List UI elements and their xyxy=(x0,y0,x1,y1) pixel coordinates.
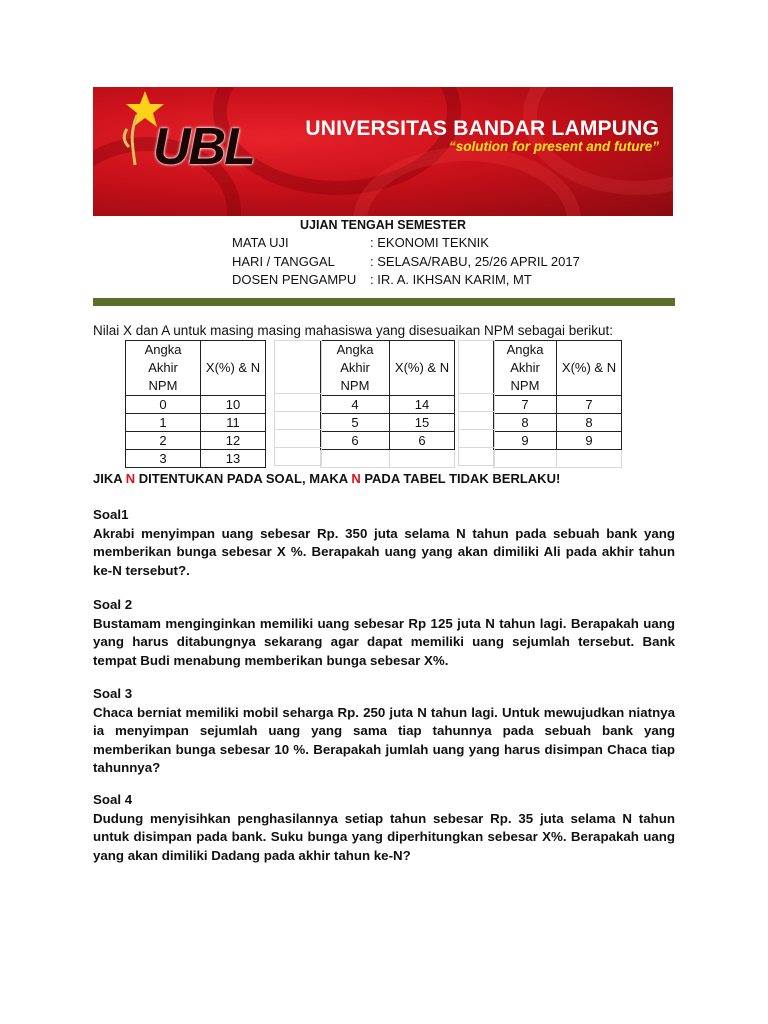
x-n-cell: 9 xyxy=(557,432,622,450)
npm-digit-cell: 5 xyxy=(321,414,390,432)
header-npm-line: NPM xyxy=(510,378,540,393)
exam-title: UJIAN TENGAH SEMESTER xyxy=(300,218,466,232)
header-npm xyxy=(126,341,201,396)
table-row xyxy=(126,432,266,450)
question-title: Soal 2 xyxy=(93,597,133,612)
x-n-cell: 6 xyxy=(390,432,455,450)
table-row xyxy=(321,432,455,450)
x-n-cell: 14 xyxy=(390,396,455,414)
question-text: Akrabi menyimpan uang sebesar Rp. 350 juta selama N tahun pada sebuah bank yang memberikan bunga sebesar X %. Berapakah uang yang akan dimiliki Ali pada akhir tahun ke-N tersebut?. xyxy=(93,525,675,578)
npm-digit-cell: 1 xyxy=(126,414,201,432)
meta-label: HARI / TANGGAL xyxy=(232,254,335,269)
table-gap-grid xyxy=(274,340,322,466)
npm-digit-cell: 9 xyxy=(494,432,557,450)
meta-label: DOSEN PENGAMPU xyxy=(232,272,357,287)
question-title: Soal1 xyxy=(93,507,129,522)
gap-cell xyxy=(459,430,495,448)
divider-bar xyxy=(93,298,675,306)
header-npm-line: Angka xyxy=(336,342,374,357)
university-name: UNIVERSITAS BANDAR LAMPUNG xyxy=(305,117,659,140)
empty-cell xyxy=(321,450,390,468)
header-npm-line: Angka xyxy=(506,342,544,357)
ubl-logo: UBL xyxy=(153,118,254,176)
table-row xyxy=(126,396,266,414)
gap-cell xyxy=(459,412,495,430)
meta-value: : IR. A. IKHSAN KARIM, MT xyxy=(370,272,532,287)
gap-cell xyxy=(275,394,322,412)
gap-cell xyxy=(459,448,495,466)
warning-part: DITENTUKAN PADA SOAL, MAKA xyxy=(135,471,352,486)
empty-cell xyxy=(494,450,557,468)
table-row xyxy=(494,432,622,450)
question-text: Dudung menyisihkan penghasilannya setiap tahun sebesar Rp. 35 juta selama N tahun untuk disimpan pada bank. Suku bunga yang diperhitungkan sebesar X%. Berapakah uang yang akan dimiliki Dadang pada akhir tahun ke-N? xyxy=(93,810,675,863)
header-npm-line: Akhir xyxy=(510,360,540,375)
question-3 xyxy=(93,685,675,778)
table-row xyxy=(321,414,455,432)
gap-cell xyxy=(275,430,322,448)
npm-digit-cell: 2 xyxy=(126,432,201,450)
table-row xyxy=(321,450,455,468)
university-tagline: “solution for present and future” xyxy=(448,139,659,154)
warning-n: N xyxy=(351,471,361,486)
gap-cell xyxy=(459,341,495,394)
meta-label: MATA UJI xyxy=(232,235,289,250)
question-4 xyxy=(93,791,675,865)
meta-value: : EKONOMI TEKNIK xyxy=(370,235,489,250)
npm-digit-cell: 6 xyxy=(321,432,390,450)
table-gap-grid xyxy=(458,340,495,466)
header-x-n: X(%) & N xyxy=(390,341,455,396)
header-npm xyxy=(321,341,390,396)
table-row xyxy=(494,414,622,432)
question-text: Chaca berniat memiliki mobil seharga Rp. 250 juta N tahun lagi. Untuk mewujudkan niatnya ia menyimpan sejumlah uang yang sama tiap tahunnya pada sebuah bank yang memberikan bunga sebesar 10 %. Berapakah jumlah uang yang harus disimpan Chaca tiap tahunnya? xyxy=(93,704,675,775)
warning-part: JIKA xyxy=(93,471,126,486)
header-npm-line: NPM xyxy=(148,378,178,393)
meta-value: : SELASA/RABU, 25/26 APRIL 2017 xyxy=(370,254,580,269)
question-title: Soal 4 xyxy=(93,792,133,807)
header-npm-line: Angka xyxy=(144,342,182,357)
table-row xyxy=(126,450,266,468)
npm-digit-cell: 7 xyxy=(494,396,557,414)
warning-text xyxy=(93,471,560,486)
x-n-cell: 11 xyxy=(201,414,266,432)
empty-cell xyxy=(557,450,622,468)
x-n-cell: 15 xyxy=(390,414,455,432)
question-text: Bustamam menginginkan memiliki uang sebesar Rp 125 juta N tahun lagi. Berapakah uang yang harus ditabungnya sekarang agar dapat memiliki uang sejumlah tersebut. Bank tempat Budi menabung memberikan bunga sebesar X%. xyxy=(93,615,675,668)
gap-cell xyxy=(275,448,322,466)
question-1 xyxy=(93,506,675,580)
intro-text: Nilai X dan A untuk masing masing mahasiswa yang disesuaikan NPM sebagai berikut: xyxy=(93,323,614,338)
header-npm xyxy=(494,341,557,396)
question-2 xyxy=(93,596,675,670)
x-n-cell: 13 xyxy=(201,450,266,468)
warning-part: PADA TABEL TIDAK BERLAKU! xyxy=(360,471,561,486)
header-npm-line: Akhir xyxy=(148,360,178,375)
npm-digit-cell: 0 xyxy=(126,396,201,414)
npm-table-1 xyxy=(125,340,266,468)
npm-digit-cell: 4 xyxy=(321,396,390,414)
wheat-logo-icon xyxy=(115,107,155,167)
x-n-cell: 8 xyxy=(557,414,622,432)
warning-n: N xyxy=(125,471,136,486)
university-banner xyxy=(93,87,673,216)
header-x-n: X(%) & N xyxy=(557,341,622,396)
empty-cell xyxy=(390,450,455,468)
header-x-n: X(%) & N xyxy=(201,341,266,396)
gap-cell xyxy=(459,394,495,412)
gap-cell xyxy=(275,341,322,394)
question-title: Soal 3 xyxy=(93,686,133,701)
table-row xyxy=(494,450,622,468)
header-npm-line: NPM xyxy=(340,378,370,393)
x-n-cell: 10 xyxy=(201,396,266,414)
npm-digit-cell: 3 xyxy=(126,450,201,468)
npm-digit-cell: 8 xyxy=(494,414,557,432)
table-row xyxy=(126,414,266,432)
table-row xyxy=(494,396,622,414)
table-row xyxy=(321,396,455,414)
header-npm-line: Akhir xyxy=(340,360,370,375)
x-n-cell: 7 xyxy=(557,396,622,414)
npm-table-2 xyxy=(320,340,455,468)
npm-table-3 xyxy=(493,340,622,468)
gap-cell xyxy=(275,412,322,430)
x-n-cell: 12 xyxy=(201,432,266,450)
